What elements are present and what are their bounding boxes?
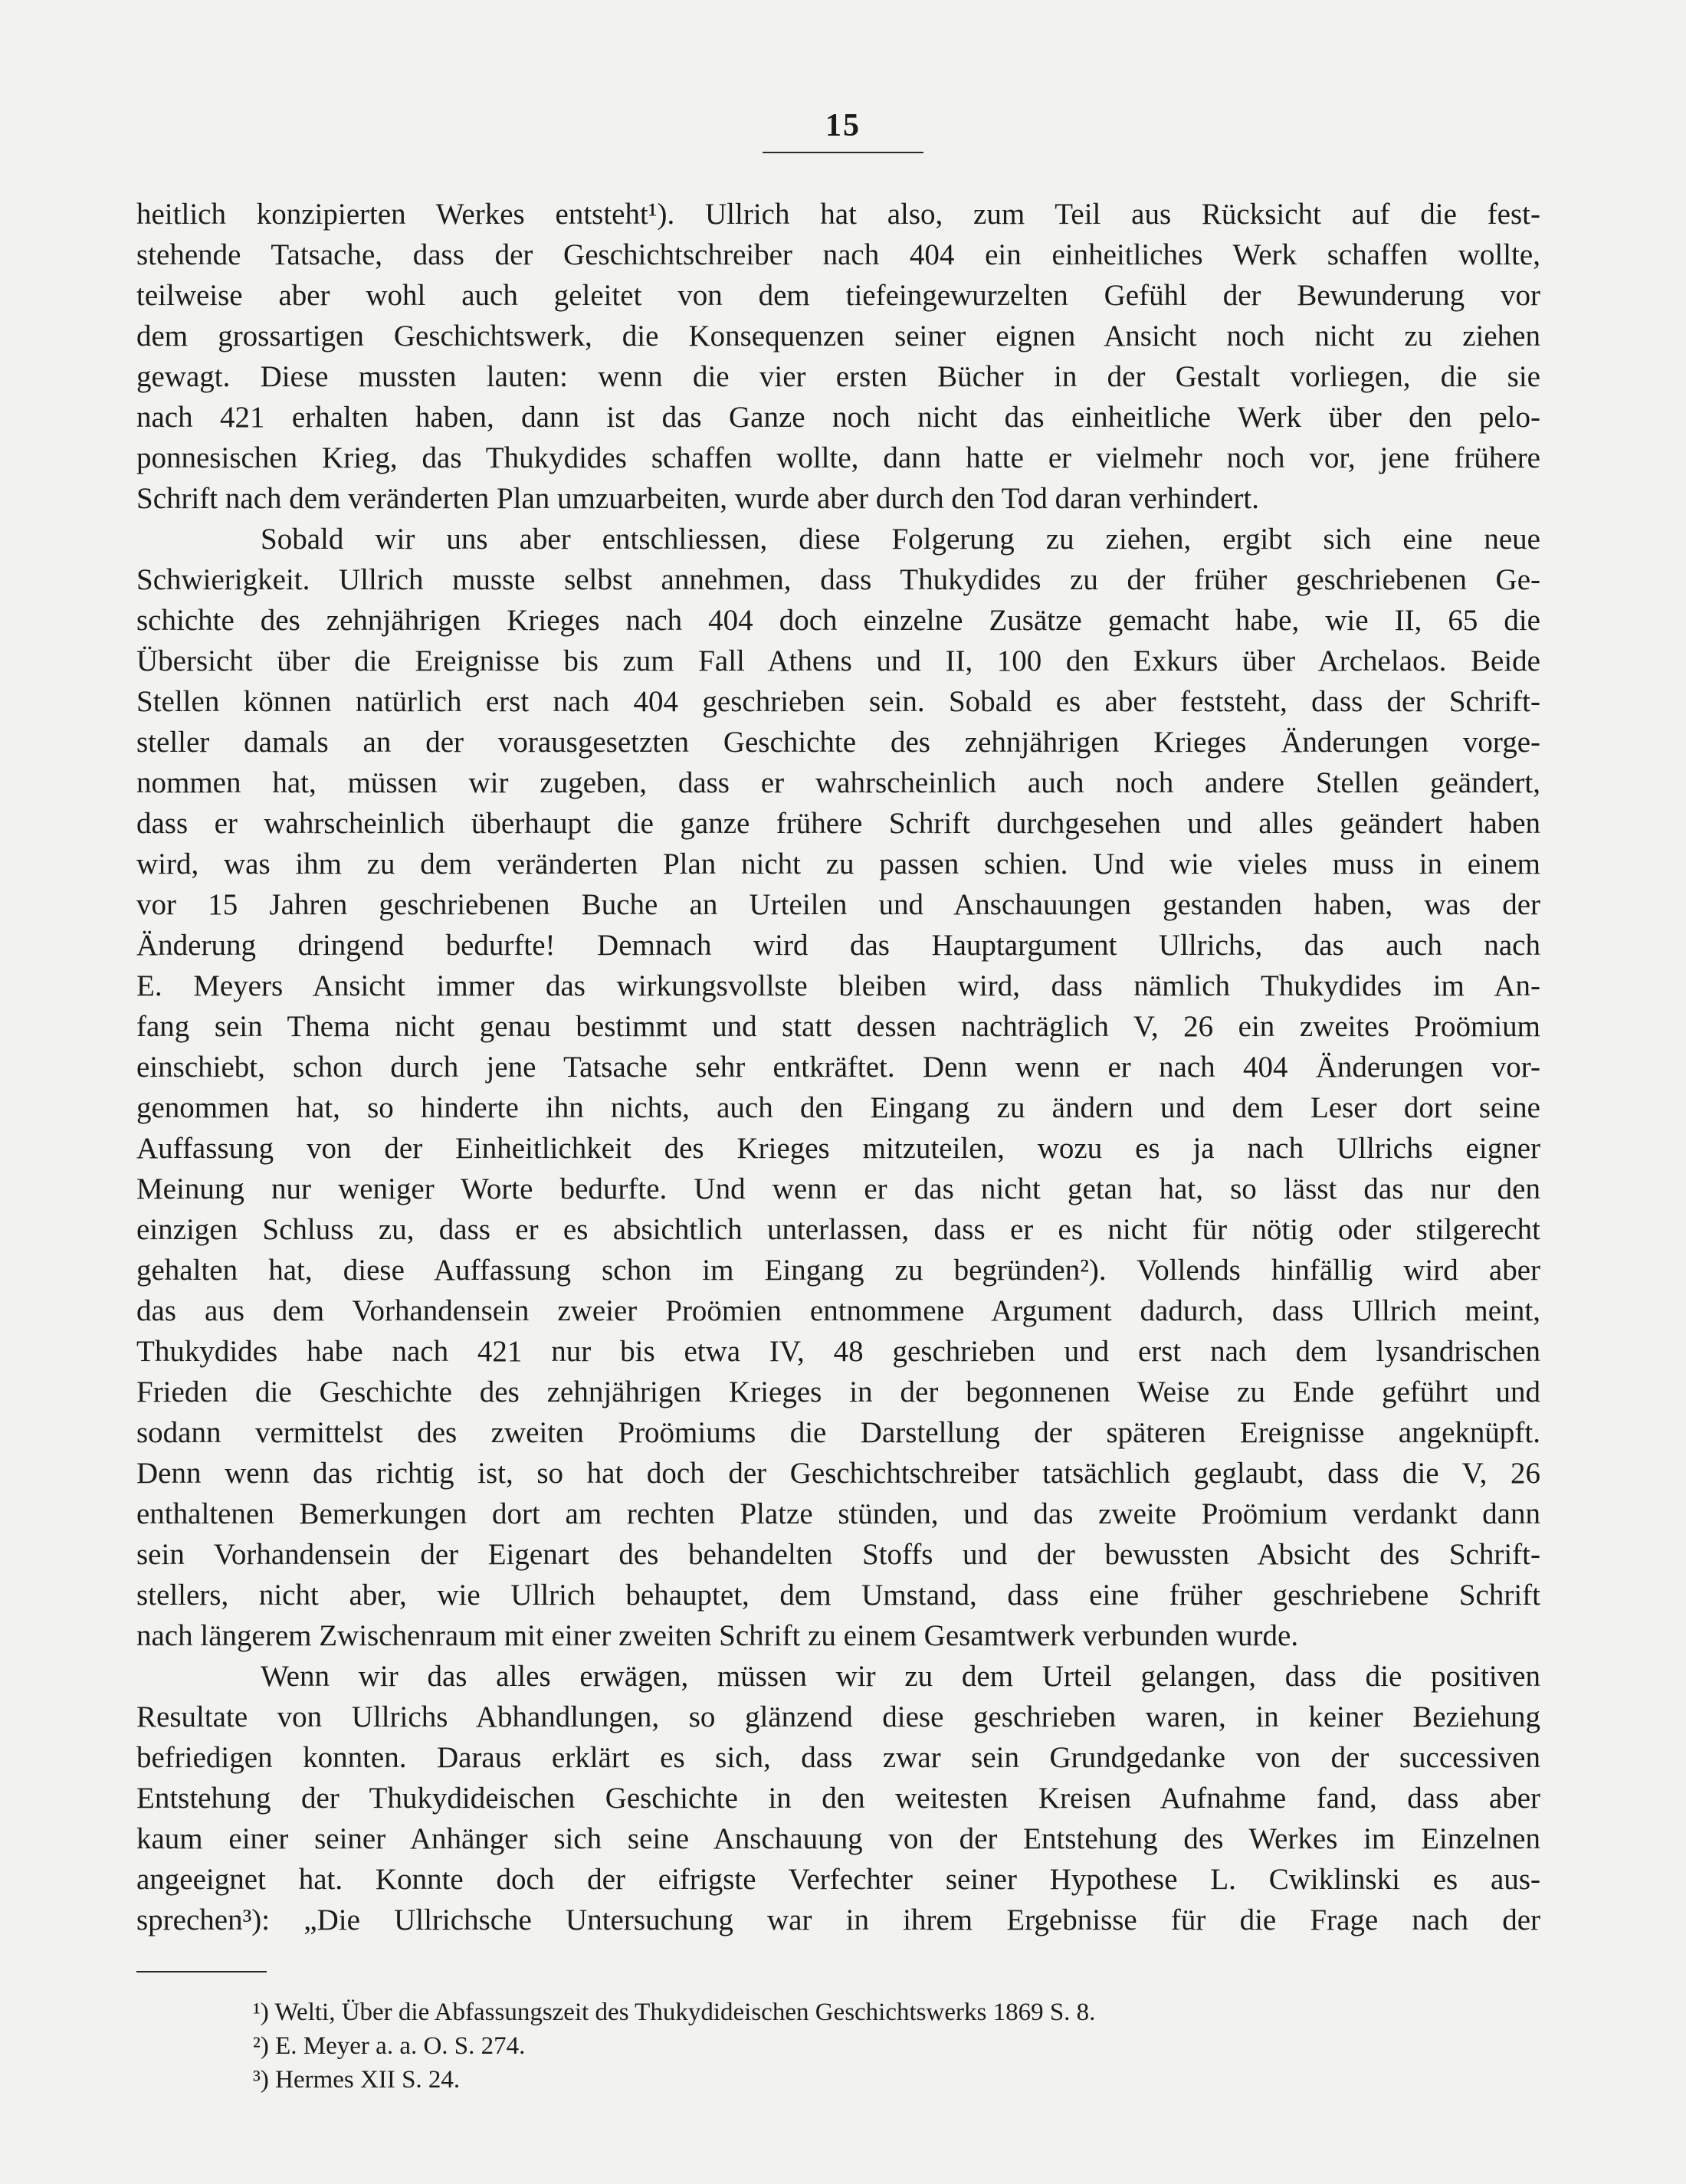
footnote bbox=[253, 2063, 460, 2097]
footnote-text: Hermes XII S. 24. bbox=[275, 2066, 461, 2094]
body-line: Auffassung von der Einheitlichkeit des Krieges mitzuteilen, wozu es ja nach Ullrichs eigner bbox=[136, 1132, 1540, 1165]
footnote-rule bbox=[136, 1971, 267, 1972]
footnote-marker: ³) bbox=[253, 2066, 269, 2094]
header-rule bbox=[763, 152, 923, 153]
body-line: Übersicht über die Ereignisse bis zum Fall Athens und II, 100 den Exkurs über Archelaos. Beide bbox=[136, 644, 1540, 677]
body-line: sein Vorhandensein der Eigenart des behandelten Stoffs und der bewussten Absicht des Schrift- bbox=[136, 1538, 1540, 1571]
body-line: das aus dem Vorhandensein zweier Proömien entnommene Argument dadurch, dass Ullrich meint, bbox=[136, 1294, 1540, 1327]
body-line: wird, was ihm zu dem veränderten Plan nicht zu passen schien. Und wie vieles muss in einem bbox=[136, 848, 1540, 880]
body-line: Denn wenn das richtig ist, so hat doch der Geschichtschreiber tatsächlich geglaubt, dass die V, 26 bbox=[136, 1457, 1540, 1490]
body-line: vor 15 Jahren geschriebenen Buche an Urteilen und Anschauungen gestanden haben, was der bbox=[136, 888, 1540, 921]
body-line: angeeignet hat. Konnte doch der eifrigste Verfechter seiner Hypothese L. Cwiklinski es aus- bbox=[136, 1863, 1540, 1896]
footnote bbox=[253, 2029, 525, 2063]
body-line: teilweise aber wohl auch geleitet von dem tiefeingewurzelten Gefühl der Bewunderung vor bbox=[136, 279, 1540, 312]
body-line: kaum einer seiner Anhänger sich seine Anschauung von der Entstehung des Werkes im Einzelnen bbox=[136, 1822, 1540, 1855]
body-line: Wenn wir das alles erwägen, müssen wir zu dem Urteil gelangen, dass die positiven bbox=[261, 1660, 1540, 1693]
body-line: gewagt. Diese mussten lauten: wenn die vier ersten Bücher in der Gestalt vorliegen, die sie bbox=[136, 360, 1540, 393]
body-line: ponnesischen Krieg, das Thukydides schaffen wollte, dann hatte er vielmehr noch vor, jene frühere bbox=[136, 441, 1540, 474]
body-line: genommen hat, so hinderte ihn nichts, auch den Eingang zu ändern und dem Leser dort seine bbox=[136, 1091, 1540, 1124]
body-line: dem grossartigen Geschichtswerk, die Konsequenzen seiner eignen Ansicht noch nicht zu ziehen bbox=[136, 320, 1540, 353]
footnote-marker: ¹) bbox=[253, 1999, 269, 2026]
body-line: Sobald wir uns aber entschliessen, diese Folgerung zu ziehen, ergibt sich eine neue bbox=[261, 523, 1540, 556]
body-line: befriedigen konnten. Daraus erklärt es sich, dass zwar sein Grundgedanke von der successiven bbox=[136, 1741, 1540, 1774]
footnote-marker: ²) bbox=[253, 2032, 269, 2060]
body-line: steller damals an der vorausgesetzten Geschichte des zehnjährigen Krieges Änderungen vorge- bbox=[136, 726, 1540, 759]
body-line: Thukydides habe nach 421 nur bis etwa IV, 48 geschrieben und erst nach dem lysandrischen bbox=[136, 1335, 1540, 1368]
body-line: nach längerem Zwischenraum mit einer zweiten Schrift zu einem Gesamtwerk verbunden wurde. bbox=[136, 1619, 1299, 1652]
body-line: gehalten hat, diese Auffassung schon im Eingang zu begründen²). Vollends hinfällig wird aber bbox=[136, 1254, 1540, 1287]
body-line: Änderung dringend bedurfte! Demnach wird das Hauptargument Ullrichs, das auch nach bbox=[136, 929, 1540, 962]
body-line: Meinung nur weniger Worte bedurfte. Und wenn er das nicht getan hat, so lässt das nur den bbox=[136, 1172, 1540, 1205]
body-line: dass er wahrscheinlich überhaupt die ganze frühere Schrift durchgesehen und alles geändert haben bbox=[136, 807, 1540, 840]
body-line: sprechen³): „Die Ullrichsche Untersuchung war in ihrem Ergebnisse für die Frage nach der bbox=[136, 1904, 1540, 1936]
body-line: stehende Tatsache, dass der Geschichtschreiber nach 404 ein einheitliches Werk schaffen wollte, bbox=[136, 238, 1540, 271]
body-line: Resultate von Ullrichs Abhandlungen, so glänzend diese geschrieben waren, in keiner Beziehung bbox=[136, 1700, 1540, 1733]
body-line: fang sein Thema nicht genau bestimmt und statt dessen nachträglich V, 26 ein zweites Proömium bbox=[136, 1010, 1540, 1043]
body-line: Entstehung der Thukydideischen Geschichte in den weitesten Kreisen Aufnahme fand, dass aber bbox=[136, 1782, 1540, 1815]
body-line: sodann vermittelst des zweiten Proömiums die Darstellung der späteren Ereignisse angeknüpft. bbox=[136, 1416, 1540, 1449]
body-line: Frieden die Geschichte des zehnjährigen Krieges in der begonnenen Weise zu Ende geführt und bbox=[136, 1376, 1540, 1408]
page-number: 15 bbox=[825, 108, 861, 143]
body-line: nach 421 erhalten haben, dann ist das Ganze noch nicht das einheitliche Werk über den pelo- bbox=[136, 401, 1540, 434]
footnote bbox=[253, 1995, 1095, 2029]
footnote-text: Welti, Über die Abfassungszeit des Thukydideischen Geschichtswerks 1869 S. 8. bbox=[274, 1999, 1096, 2026]
body-line: nommen hat, müssen wir zugeben, dass er wahrscheinlich auch noch andere Stellen geändert, bbox=[136, 766, 1540, 799]
body-line: einschiebt, schon durch jene Tatsache sehr entkräftet. Denn wenn er nach 404 Änderungen vor- bbox=[136, 1051, 1540, 1084]
body-line: einzigen Schluss zu, dass er es absichtlich unterlassen, dass er es nicht für nötig oder stilgerecht bbox=[136, 1213, 1540, 1246]
body-line: Schwierigkeit. Ullrich musste selbst annehmen, dass Thukydides zu der früher geschriebenen Ge- bbox=[136, 563, 1540, 596]
body-line: heitlich konzipierten Werkes entsteht¹). Ullrich hat also, zum Teil aus Rücksicht auf die fest- bbox=[136, 198, 1540, 231]
footnote-text: E. Meyer a. a. O. S. 274. bbox=[275, 2032, 526, 2060]
body-line: enthaltenen Bemerkungen dort am rechten Platze stünden, und das zweite Proömium verdankt dann bbox=[136, 1497, 1540, 1530]
body-line: Stellen können natürlich erst nach 404 geschrieben sein. Sobald es aber feststeht, dass der Schrift- bbox=[136, 685, 1540, 718]
body-line: stellers, nicht aber, wie Ullrich behauptet, dem Umstand, dass eine früher geschriebene Schrift bbox=[136, 1579, 1540, 1612]
body-line: E. Meyers Ansicht immer das wirkungsvollste bleiben wird, dass nämlich Thukydides im An- bbox=[136, 969, 1540, 1002]
body-line: Schrift nach dem veränderten Plan umzuarbeiten, wurde aber durch den Tod daran verhindert. bbox=[136, 482, 1259, 515]
body-line: schichte des zehnjährigen Krieges nach 404 doch einzelne Zusätze gemacht habe, wie II, 65 die bbox=[136, 604, 1540, 637]
